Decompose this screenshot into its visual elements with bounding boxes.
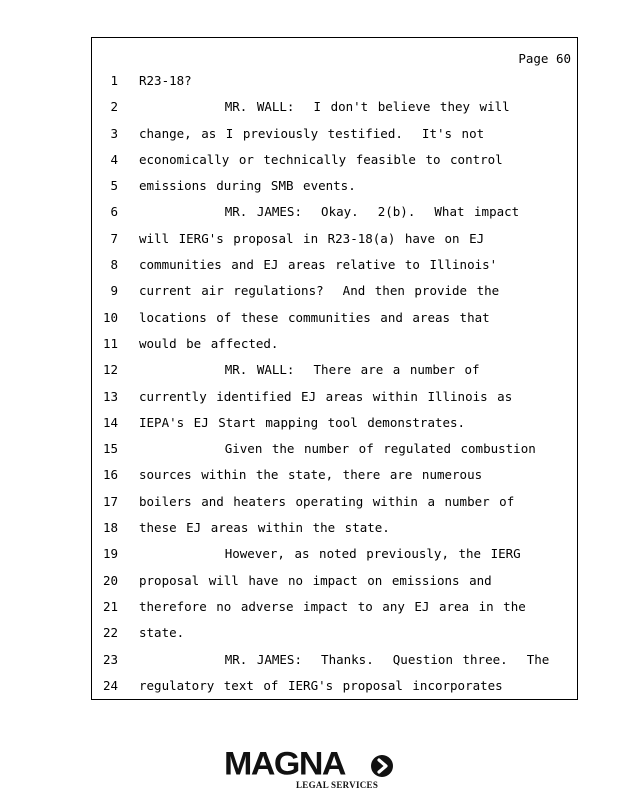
line-text: MR. WALL: I don't believe they will bbox=[139, 99, 510, 115]
line-text: boilers and heaters operating within a number of bbox=[139, 493, 515, 509]
transcript-line bbox=[92, 257, 577, 283]
line-number: 1 bbox=[110, 73, 118, 88]
line-number: 14 bbox=[102, 414, 118, 430]
transcript-line bbox=[92, 126, 577, 152]
line-number: 11 bbox=[102, 335, 118, 351]
line-text: state. bbox=[139, 625, 185, 641]
transcript-line bbox=[92, 573, 577, 599]
magna-logo bbox=[224, 748, 396, 792]
transcript-line bbox=[92, 546, 577, 572]
chevron-right-icon bbox=[371, 755, 393, 777]
transcript-line bbox=[92, 652, 577, 678]
transcript-line bbox=[92, 152, 577, 178]
transcript-line bbox=[92, 415, 577, 441]
line-number: 19 bbox=[102, 546, 118, 562]
transcript-line bbox=[92, 441, 577, 467]
line-number: 12 bbox=[102, 362, 118, 378]
line-number: 4 bbox=[110, 151, 118, 167]
line-text: IEPA's EJ Start mapping tool demonstrates. bbox=[139, 414, 466, 430]
transcript-line bbox=[92, 678, 577, 704]
line-text: current air regulations? And then provide the bbox=[139, 283, 500, 299]
line-text: change, as I previously testified. It's not bbox=[139, 125, 485, 141]
transcript-line bbox=[92, 625, 577, 651]
line-number: 6 bbox=[110, 204, 118, 220]
line-number: 21 bbox=[102, 598, 118, 614]
line-text: emissions during SMB events. bbox=[139, 178, 356, 194]
line-number: 5 bbox=[110, 178, 118, 194]
transcript-line bbox=[92, 204, 577, 230]
line-number: 13 bbox=[102, 388, 118, 404]
logo-tagline: LEGAL SERVICES bbox=[296, 780, 379, 790]
line-number: 15 bbox=[102, 441, 118, 457]
line-text: proposal will have no impact on emissions and bbox=[139, 572, 492, 588]
line-text: MR. JAMES: Thanks. Question three. The bbox=[139, 651, 550, 667]
page-number: Page 60 bbox=[518, 51, 571, 66]
line-number: 24 bbox=[102, 677, 118, 693]
line-text: MR. JAMES: Okay. 2(b). What impact bbox=[139, 204, 520, 220]
line-number: 9 bbox=[110, 283, 118, 299]
transcript-line bbox=[92, 178, 577, 204]
line-text: Given the number of regulated combustion bbox=[139, 441, 536, 457]
line-text: would be affected. bbox=[139, 335, 279, 351]
transcript-line bbox=[92, 310, 577, 336]
line-text: economically or technically feasible to control bbox=[139, 151, 503, 167]
line-number: 2 bbox=[110, 99, 118, 115]
line-text: MR. WALL: There are a number of bbox=[139, 362, 480, 378]
transcript-line bbox=[92, 73, 577, 99]
transcript-line bbox=[92, 336, 577, 362]
line-text: R23-18? bbox=[139, 73, 192, 88]
line-text: sources within the state, there are numerous bbox=[139, 467, 483, 483]
line-number: 8 bbox=[110, 257, 118, 273]
transcript-line bbox=[92, 283, 577, 309]
transcript-line bbox=[92, 231, 577, 257]
line-number: 10 bbox=[102, 309, 118, 325]
line-text: will IERG's proposal in R23-18(a) have on EJ bbox=[139, 230, 485, 246]
line-number: 22 bbox=[102, 625, 118, 641]
transcript-line bbox=[92, 520, 577, 546]
line-text: communities and EJ areas relative to Illinois' bbox=[139, 257, 498, 273]
line-number: 16 bbox=[102, 467, 118, 483]
line-number: 18 bbox=[102, 520, 118, 536]
transcript-line bbox=[92, 389, 577, 415]
transcript-line bbox=[92, 599, 577, 625]
transcript-lines bbox=[92, 73, 577, 704]
transcript-line bbox=[92, 494, 577, 520]
transcript-line bbox=[92, 99, 577, 125]
line-number: 23 bbox=[102, 651, 118, 667]
line-number: 3 bbox=[110, 125, 118, 141]
line-text: therefore no adverse impact to any EJ area in the bbox=[139, 598, 526, 614]
line-text: currently identified EJ areas within Illinois as bbox=[139, 388, 513, 404]
line-text: locations of these communities and areas that bbox=[139, 309, 490, 325]
line-number: 20 bbox=[102, 572, 118, 588]
logo-wordmark: MAGNA bbox=[224, 746, 345, 783]
transcript-line bbox=[92, 467, 577, 493]
transcript-line bbox=[92, 362, 577, 388]
line-text: these EJ areas within the state. bbox=[139, 520, 390, 536]
line-number: 17 bbox=[102, 493, 118, 509]
line-number: 7 bbox=[110, 230, 118, 246]
line-text: However, as noted previously, the IERG bbox=[139, 546, 521, 562]
line-text: regulatory text of IERG's proposal incorporates bbox=[139, 677, 503, 693]
transcript-page bbox=[91, 37, 578, 700]
